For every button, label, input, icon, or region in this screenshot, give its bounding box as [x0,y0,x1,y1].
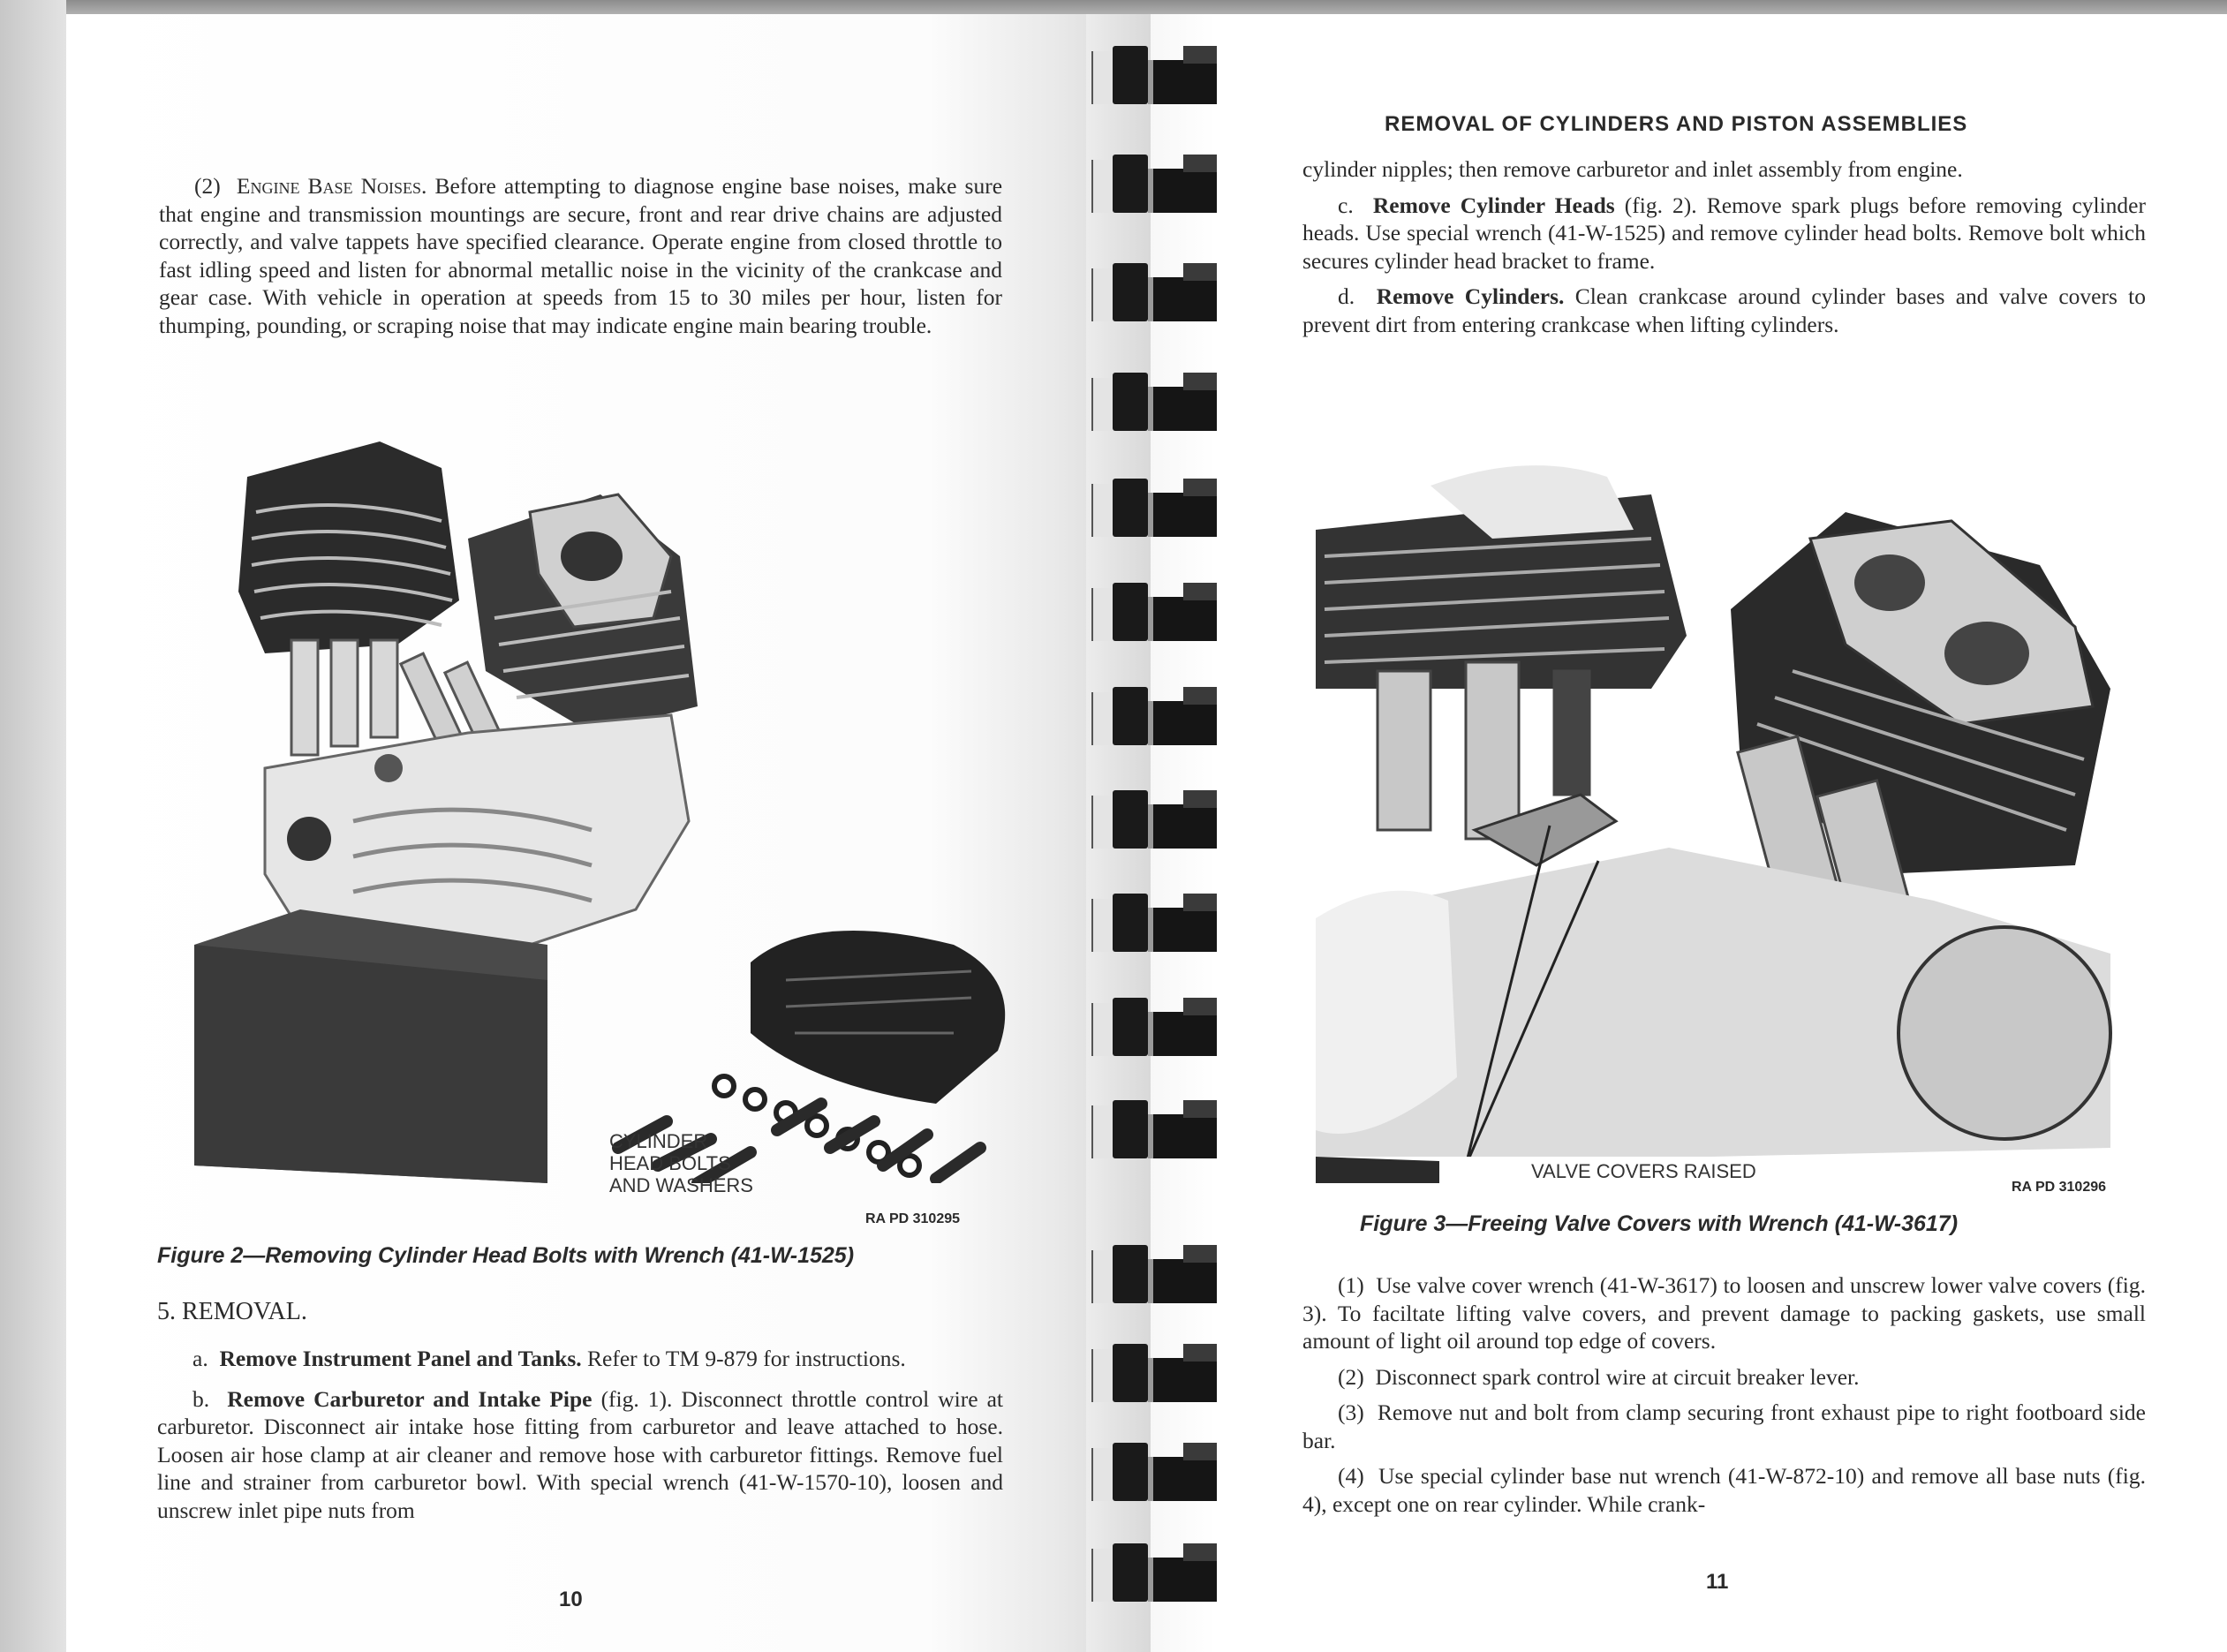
valve-covers-raised-callout: VALVE COVERS RAISED [1528,1160,1760,1182]
step-number: (1) [1338,1272,1364,1298]
item-label: d. [1338,283,1355,309]
page-number-right: 11 [1706,1570,1729,1594]
item-label: b. [193,1385,210,1412]
ra-pd-number: RA PD 310295 [865,1211,961,1226]
right-top-text [1302,155,2146,346]
step-number: (3) [1338,1399,1364,1425]
binding-ring [1091,1100,1219,1160]
step-item [1302,1271,2146,1355]
paragraph-body: Before attempting to diagnose engine base noises, make sure that engine and transmission mountings are secure, front and rear drive chains are adjusted correctly, and valve tappets have specified clearance. Operate engine from closed throttle to fast idling speed and listen for abnormal metallic noise in the vicinity of the crankcase and gear case. With vehicle in operation at speeds from 15 to 30 miles per hour, listen for thumping, pounding, or scraping noise that may indicate engine main bearing trouble. [159,173,1003,338]
item-title: Remove Cylinders. [1376,283,1565,309]
binding-ring [1091,1344,1219,1404]
item-body: (fig. 2). Remove spark plugs before removing cylinder heads. Use special wrench (41-W-1525) and remove cylinder head bolts. Remove bolt which secures cylinder head bracket to frame. [1302,192,2146,274]
callout-line: HEAD BOLTS [609,1152,731,1174]
figure-2-caption: Figure 2—Removing Cylinder Head Bolts with Wrench (41-W-1525) [157,1243,855,1268]
item-title: Remove Instrument Panel and Tanks. [219,1346,582,1371]
paragraph-number: (2) [194,173,221,199]
figure-3-caption: Figure 3—Freeing Valve Covers with Wrench (41-W-3617) [1360,1211,1959,1236]
step-item [1302,1462,2146,1518]
binding-ring [1091,479,1219,539]
item-label: a. [193,1346,208,1371]
engine-cylinder-head-photo [177,415,1015,1183]
step-item [1302,1363,2146,1392]
callout-line: CYLINDER [609,1130,708,1152]
page-number-left: 10 [559,1588,583,1611]
removal-items [157,1345,1003,1532]
continued-paragraph: cylinder nipples; then remove carburetor and inlet assembly from engine. [1302,156,1963,182]
binding-ring [1091,155,1219,215]
step-text: Use special cylinder base nut wrench (41-W-872-10) and remove all base nuts (fig. 4), except one on rear cylinder. While crank- [1302,1463,2146,1517]
binding-ring [1091,583,1219,643]
binding-ring [1091,263,1219,323]
ra-pd-number: RA PD 310296 [2012,1180,2107,1195]
binding-ring [1091,46,1219,106]
step-text: Use valve cover wrench (41-W-3617) to loosen and unscrew lower valve covers (fig. 3). To faciltate lifting valve covers, and prevent damage to packing gaskets, use small amount of light oil around top edge of covers. [1302,1272,2146,1354]
running-head: REMOVAL OF CYLINDERS AND PISTON ASSEMBLIES [1385,112,1968,136]
binding-ring [1091,1245,1219,1305]
binding-ring [1091,894,1219,954]
binding-ring [1091,790,1219,850]
callout-line: AND WASHERS [609,1174,753,1196]
section-heading-removal: 5. REMOVAL. [157,1298,307,1325]
valve-cover-wrench-photo [1316,459,2146,1183]
step-item [1302,1399,2146,1454]
item-label: c. [1338,192,1354,218]
step-number: (4) [1338,1463,1364,1489]
step-number: (2) [1338,1363,1364,1390]
binding-ring [1091,687,1219,747]
item-title: Remove Cylinder Heads [1372,192,1615,218]
scan-left-edge [0,0,66,1652]
binding-ring [1091,1443,1219,1503]
item-title: Remove Carburetor and Intake Pipe [227,1385,593,1412]
item-body: (fig. 1). Disconnect throttle control wire at carburetor. Disconnect air intake hose fitting from carburetor and leave attached to hose. Loosen air hose clamp at air cleaner and remove hose with carburetor fittings. Remove fuel line and strainer from carburetor bowl. With special wrench (41-W-1570-10), loosen and unscrew inlet pipe nuts from [157,1385,1004,1523]
item-body: Refer to TM 9-879 for instructions. [587,1346,906,1371]
cylinder-head-bolts-callout [609,1130,753,1196]
step-text: Disconnect spark control wire at circuit breaker lever. [1375,1363,1860,1390]
binding-ring [1091,373,1219,433]
step-text: Remove nut and bolt from clamp securing front exhaust pipe to right footboard side bar. [1302,1399,2147,1453]
binding-ring [1091,998,1219,1058]
paragraph-title: Engine Base Noises. [236,173,427,199]
removal-steps [1302,1271,2146,1526]
binding-ring [1091,1543,1219,1603]
engine-base-noises-paragraph [159,172,1002,347]
bolts-illustration [759,1095,1015,1183]
item-body: Clean crankcase around cylinder bases and valve covers to prevent dirt from entering crankcase when lifting cylinders. [1302,283,2147,337]
